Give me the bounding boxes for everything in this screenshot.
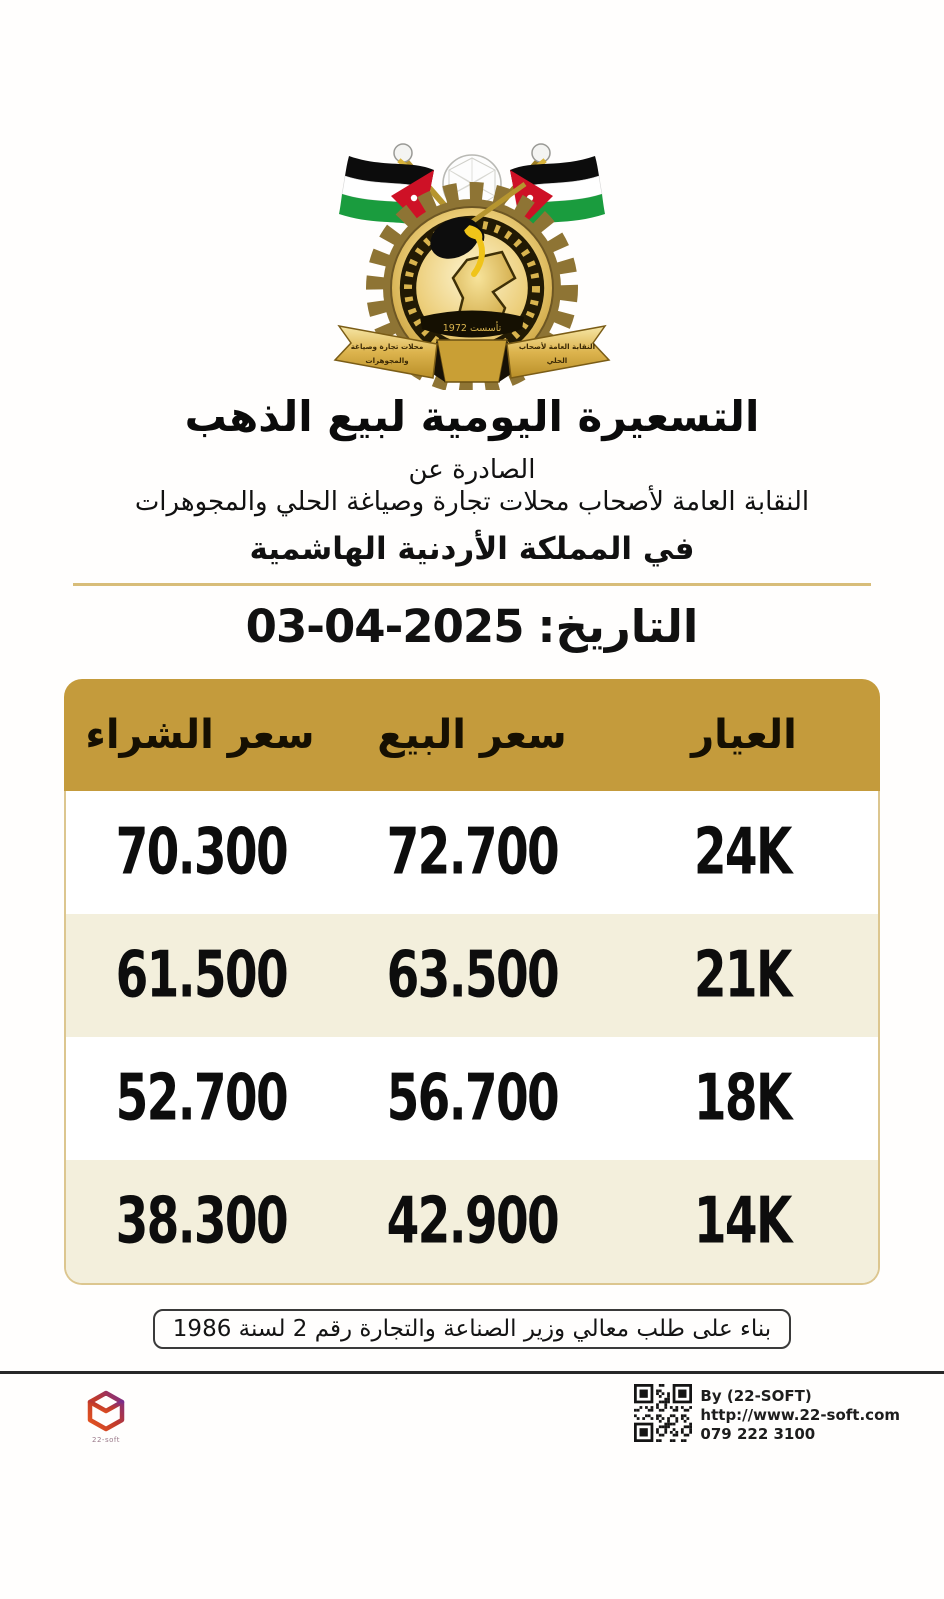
sell-price-value: 63.500 [386, 938, 558, 1013]
col-header-buy-price: سعر الشراء [85, 712, 315, 758]
note-row [0, 1309, 944, 1349]
cube-logo-caption: 22-soft [92, 1436, 120, 1444]
issuer-line: النقابة العامة لأصحاب محلات تجارة وصياغة الحلي والمجوهرات [134, 487, 810, 517]
date-label: التاريخ: [537, 600, 699, 653]
col-header-sell-price: سعر البيع [377, 712, 567, 758]
issued-by-line: الصادرة عن [408, 455, 536, 485]
ribbon-text-right-1: النقابة العامة لأصحاب [518, 342, 596, 351]
22soft-logo [82, 1384, 130, 1444]
credit-phone: 079 222 3100 [700, 1424, 816, 1443]
ribbon-text-left-1: محلات تجارة وصياغة [350, 342, 424, 351]
kingdom-line: في المملكة الأردنية الهاشمية [249, 531, 695, 567]
table-row-14k [66, 1160, 878, 1283]
date-line [0, 600, 944, 653]
footer-credit [634, 1384, 900, 1443]
syndicate-emblem [0, 0, 944, 390]
table-row-21k [66, 914, 878, 1037]
gold-divider [73, 583, 871, 586]
date-value: 03-04-2025 [245, 600, 524, 653]
qr-code-icon [634, 1384, 692, 1442]
ribbon-text-right-2: الحلي [546, 356, 568, 365]
karat-value: 18K [694, 1061, 792, 1136]
credit-by: By (22-SOFT) [700, 1387, 812, 1405]
buy-price-value: 38.300 [115, 1184, 288, 1259]
footer [0, 1374, 944, 1444]
buy-price-value: 52.700 [115, 1061, 288, 1136]
karat-value: 21K [694, 938, 792, 1013]
buy-price-value: 61.500 [115, 938, 288, 1013]
credit-text [700, 1384, 900, 1443]
karat-value: 24K [694, 815, 792, 890]
col-header-karat: العيار [691, 712, 797, 758]
karat-value: 14K [694, 1184, 792, 1259]
gold-price-table [64, 679, 880, 1285]
buy-price-value: 70.300 [115, 815, 288, 890]
sell-price-value: 72.700 [386, 815, 558, 890]
sell-price-value: 42.900 [386, 1184, 558, 1259]
cube-logo-icon [86, 1390, 126, 1434]
ministry-note: بناء على طلب معالي وزير الصناعة والتجارة رقم 2 لسنة 1986 [153, 1309, 791, 1349]
table-header-row [64, 679, 880, 791]
table-row-18k [66, 1037, 878, 1160]
credit-url: http://www.22-soft.com [700, 1405, 900, 1424]
ribbon-text-left-2: والمجوهرات [365, 356, 409, 365]
page-title: التسعيرة اليومية لبيع الذهب [184, 392, 760, 441]
founded-text: تأسست 1972 [442, 323, 502, 334]
table-row-24k [66, 791, 878, 914]
table-body [64, 791, 880, 1285]
syndicate-emblem-graphic [317, 132, 627, 390]
sell-price-value: 56.700 [386, 1061, 558, 1136]
